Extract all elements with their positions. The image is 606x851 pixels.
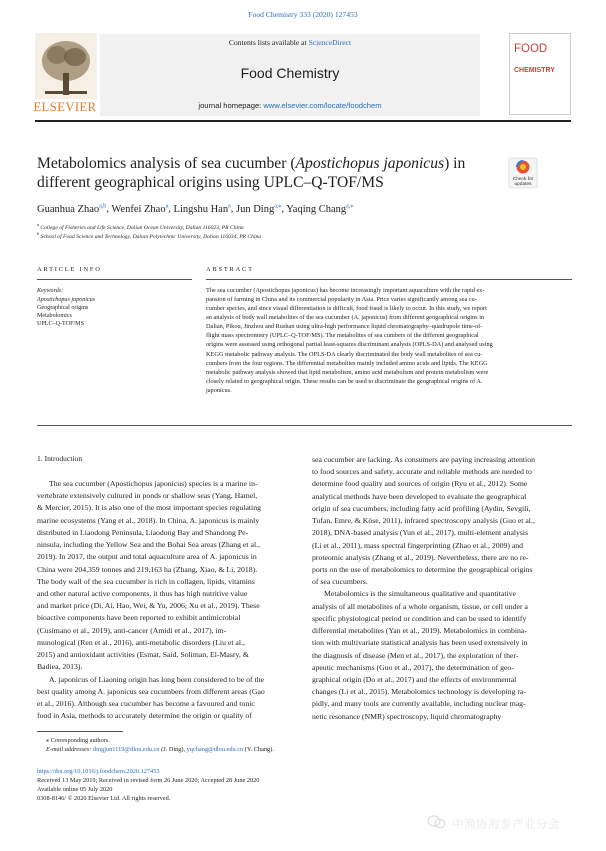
contents-line <box>100 38 480 47</box>
section-heading-introduction: 1. Introduction <box>37 454 83 463</box>
body-line: 2019). In 2017, the output and total aquaculture area of A. japonicus in <box>37 552 257 562</box>
body-line: graphical origin (Do et al., 2017) and the effects of environmental <box>312 674 517 684</box>
abstract-line: origins were assessed using orthogonal partial least-squares discriminant analysis (OPLS-DA) and analysed using <box>206 341 493 349</box>
body-line: The body wall of the sea cucumber is rich in collagen, lipids, vitamins <box>37 576 255 586</box>
abstract-body <box>206 286 572 395</box>
body-line: China were 204,359 tonnes and 219,163 ha (Zhang, Xiao, & Li, 2018). <box>37 564 258 574</box>
keyword: Apostichopus japonicus <box>37 297 96 303</box>
keyword: UPLC–Q-TOF/MS <box>37 321 84 327</box>
body-line: (Li et al., 2011), mass spectral fingerprinting (Zhao et al., 2009) and <box>312 540 524 550</box>
email-link[interactable]: dingjun1119@dlou.edu.cn <box>93 746 160 753</box>
homepage-link[interactable]: www.elsevier.com/locate/foodchem <box>263 101 382 110</box>
sciencedirect-link[interactable]: ScienceDirect <box>308 38 352 47</box>
body-line: marine ecosystems (Yang et al., 2018). In China, A. japonicus is mainly <box>37 515 260 525</box>
email-note: E-mail addresses: dingjun1119@dlou.edu.cn (J. Ding), yqchang@dlou.edu.cn (Y. Chang). <box>46 746 274 753</box>
body-line: tion with multivariate statistical analysis has been used extensively in <box>312 638 528 648</box>
body-line: Metabolomics is the simultaneous qualitative and quantitative <box>324 589 516 599</box>
body-line: The sea cucumber (Apostichopus japonicus) species is a marine in- <box>49 479 258 488</box>
author[interactable]: Yaqing Chang$^{a,⁎}$ <box>286 203 354 215</box>
abstract-end-rule <box>37 425 572 426</box>
author[interactable]: Guanhua Zhao$^{a,b}$ <box>37 203 107 215</box>
body-line: pidly, and many tools are currently available, including nuclear mag- <box>312 699 526 709</box>
body-line: & Mercier, 2015). It is also one of the most important species regulating <box>37 503 261 513</box>
body-line: origin of sea cucumbers, including fatty acid profiling (Aydin, Sevgili, <box>312 503 531 513</box>
journal-title: Food Chemistry <box>240 65 340 81</box>
body-line: Badiea, 2013). <box>37 662 83 672</box>
title-text-2: ) in different geographical origins using UPLC–Q-TOF/MS <box>37 155 466 191</box>
abstract-line: metabolic pathway analysis showed that lipid metabolism, amino acid metabolism and protein metabolism were <box>206 368 489 376</box>
body-line: determine food quality and sources of origin (Ryu et al., 2012). Some <box>312 479 528 489</box>
body-line: of sea cucumbers. <box>312 577 368 587</box>
body-line: munological (Ren et al., 2016), anti-metabolic disorders (Liu et al., <box>37 637 245 647</box>
body-line: specific physiological period or condition and can be used to identify <box>312 613 527 623</box>
body-line: A. japonicus of Liaoning origin has long been considered to be of the <box>49 674 265 684</box>
body-line: ports on the use of metabolomics to determine the geographical origins <box>312 564 533 574</box>
author[interactable]: Jun Ding$^{a,⁎}$ <box>236 203 282 215</box>
contents-prefix: Contents lists available at <box>228 38 309 47</box>
body-line: and market price (Di, Ai, Hao, Wei, & Yu, 2006; Xu et al., 2019). These <box>37 601 260 611</box>
wechat-icon <box>427 815 447 829</box>
copyright: 0308-8146/ © 2020 Elsevier Ltd. All rights reserved. <box>37 795 171 802</box>
body-line: (Cusimano et al., 2019), anti-cancer (Amidi et al., 2017), im- <box>37 625 227 635</box>
body-column-right <box>312 454 572 723</box>
abstract-line: an analysis of body wall metabolites of the sea cucumber (A. japonicus) from different geographical origins in <box>206 314 485 322</box>
doi-link[interactable]: https://doi.org/10.1016/j.foodchem.2020.127453 <box>37 768 160 775</box>
body-line: 2015) and antioxidant activities (Esmat, Said, Soliman, El-Masry, & <box>37 650 249 660</box>
abstract-rule <box>206 279 572 280</box>
body-line: ninsula, including the Yellow Sea and the Bohai Sea areas (Zhang et al., <box>37 540 260 550</box>
body-line: the diagnosis of disease (Men et al., 2017), the exploration of ther- <box>312 650 519 660</box>
body-line: and other natural active components, it thus has high nutritive value <box>37 588 248 598</box>
body-line: apeutic mechanisms (Guo et al., 2017), the determination of geo- <box>312 662 514 672</box>
body-column-left <box>37 478 295 722</box>
footnote-rule <box>37 731 123 732</box>
body-line: proteomic analysis (Zhang et al., 2019). Nevertheless, there are no re- <box>312 552 529 562</box>
affiliation: $^b$ School of Food Science and Technology, Dalian Polytechnic University, Dalian 116034, PR China <box>37 231 262 240</box>
available-online: Available online 05 July 2020 <box>37 786 113 793</box>
header-rule <box>35 120 571 122</box>
keyword: Geographical origins <box>37 305 89 311</box>
abstract-line: Dalian, Pikou, Jinzhou and Rushan using ultra-high performance liquid chromatography–quadrupole time-of- <box>206 323 483 331</box>
abstract-line: The sea cucumber (Apostichopus japonicus) has become increasingly important aquaculture with the rapid ex- <box>206 287 485 294</box>
body-line: food in Asia, methods to accurately determine the origin or quality of <box>37 711 252 721</box>
body-line: netic resonance (NMR) spectroscopy, liquid chromatography <box>312 711 502 721</box>
title-species: Apostichopus japonicus <box>295 155 445 172</box>
homepage-prefix: journal homepage: <box>198 101 264 110</box>
publisher-name: ELSEVIER <box>33 100 97 114</box>
corresponding-note: ⁎ Corresponding authors. <box>46 737 110 744</box>
abstract-line: KEGG metabolic pathway analysis. The OPLS-DA clearly discriminated the body wall metabolites of sea cu- <box>206 350 483 358</box>
cover-title-food: FOOD <box>514 43 548 55</box>
body-line: et al., 2016). Although sea cucumber has become a favoured and tonic <box>37 698 255 708</box>
body-line: sea cucumber are lacking. As consumers are paying increasing attention <box>312 455 535 464</box>
article-title <box>37 154 497 192</box>
body-line: differential metabolites (Yan et al., 2019). Metabolomics in combina- <box>312 626 527 636</box>
article-info-heading: ARTICLE INFO <box>37 266 102 273</box>
abstract-line: pansion of farming in China and its commercial popularity in Asia. Price varies significantly among sea cu- <box>206 296 477 304</box>
journal-homepage <box>100 101 480 110</box>
check-for-updates-label[interactable]: Check for updates <box>512 177 534 187</box>
body-line: best quality among A. japonicus sea cucumbers from different areas (Gao <box>37 686 265 696</box>
keywords-label: Keywords: <box>37 288 64 294</box>
body-line: distributed in Liaodong Peninsula, Liaodong Bay and Shandong Pe- <box>37 527 249 537</box>
body-line: bioactive components have been reported to exhibit antimicrobial <box>37 613 241 623</box>
body-line: 2018), DNA-based analysis (Yun et al., 2017), multi-element analysis <box>312 528 529 538</box>
body-line: analytical methods have been developed to evaluate the geographical <box>312 491 527 501</box>
author-list: Guanhua Zhao$^{a,b}$, Wenfei Zhao$^a$, Lingshu Han$^a$, Jun Ding$^{a,⁎}$, Yaqing Chang$^{a,⁎}$ <box>37 203 354 215</box>
journal-citation[interactable]: Food Chemistry 333 (2020) 127453 <box>248 10 358 19</box>
abstract-heading: ABSTRACT <box>206 266 254 273</box>
author[interactable]: Wenfei Zhao$^a$ <box>111 203 169 215</box>
info-rule <box>37 279 192 280</box>
body-line: to food sources and safety, accurate and reliable methods are needed to <box>312 467 532 477</box>
email-link[interactable]: yqchang@dlou.edu.cn <box>186 746 244 753</box>
abstract-line: cumbers from the four regions. The differential metabolites mainly included amino acids and lipids. The KEGG <box>206 359 488 367</box>
abstract-line: flight mass spectrometry (UPLC–Q-TOF/MS). The metabolites of sea cumbers of the different geographical <box>206 332 479 340</box>
body-line: vertebrate extensively cultured in ponds or shallow seas (Yang, Hamel, <box>37 491 258 501</box>
abstract-line: cumber species, and since visual differentiation is difficult, food fraud is likely to occur. In this study, we report <box>206 305 487 313</box>
abstract-line: closely related to geographical origin. These results can be used to discriminate the geographical origins of A. <box>206 377 483 385</box>
title-text-1: Metabolomics analysis of sea cucumber ( <box>37 155 296 172</box>
body-line: analysis of all metabolites of a whole organism, tissue, or cell under a <box>312 601 528 611</box>
abstract-line: japonicus. <box>206 386 232 394</box>
watermark-text: 中渔协海参产业分会 <box>452 817 560 831</box>
cover-title-chemistry: CHEMISTRY <box>514 67 555 74</box>
affiliation: $^a$ College of Fisheries and Life Science, Dalian Ocean University, Dalian 116023, PR China <box>37 222 244 231</box>
author[interactable]: Lingshu Han$^a$ <box>173 203 231 215</box>
body-line: changes (Li et al., 2015). Metabolomics technology is developing ra- <box>312 687 526 697</box>
received-dates: Received 13 May 2019; Received in revised form 26 June 2020; Accepted 28 June 2020 <box>37 777 260 784</box>
body-line: Tufan, Emre, & Köse, 2011), infrared spectroscopy analysis (Guo et al., <box>312 516 535 526</box>
keyword: Metabolomics <box>37 313 72 319</box>
